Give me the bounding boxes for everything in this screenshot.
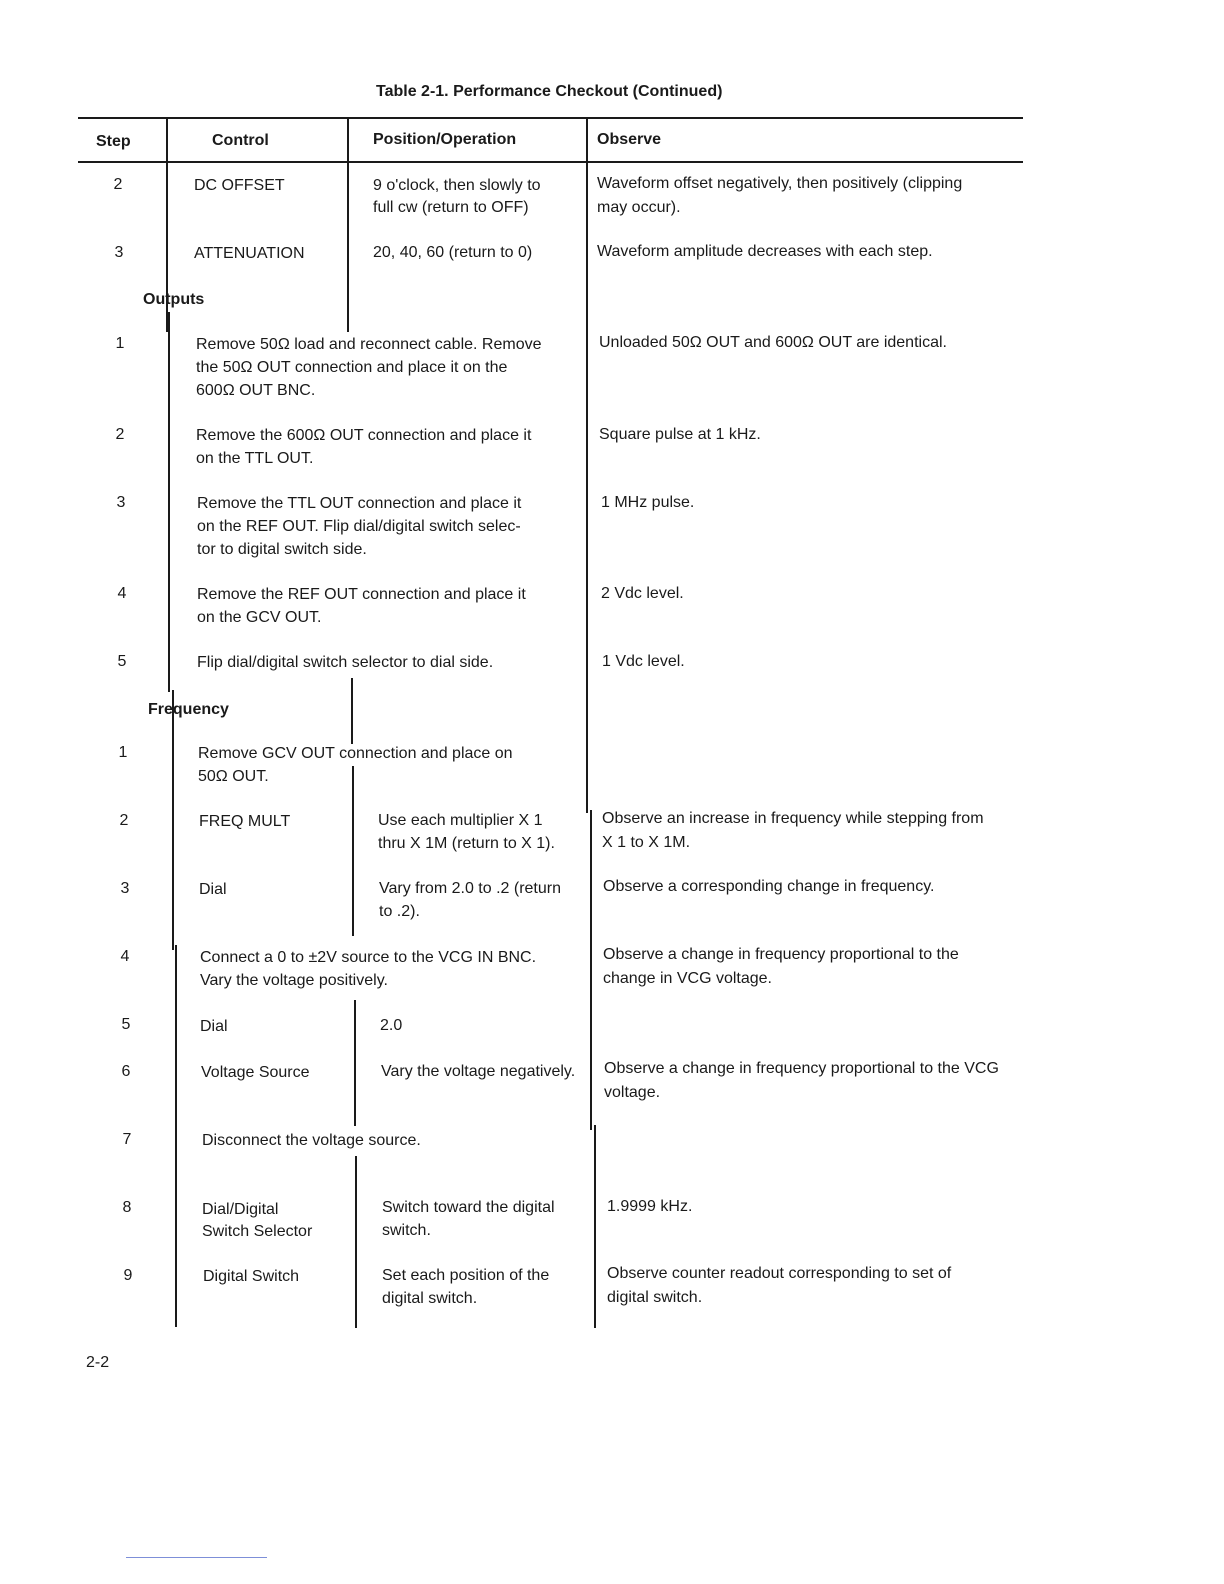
observe-line: Observe counter readout corresponding to set of xyxy=(607,1265,952,1282)
header-bottom-rule xyxy=(78,161,1023,163)
observe-line: Observe a change in frequency proportional to the xyxy=(603,946,959,963)
observe-line: 2 Vdc level. xyxy=(601,585,684,602)
control-divider-freq-4 xyxy=(355,1156,357,1328)
observe-line: digital switch. xyxy=(607,1289,703,1306)
operation-line: Remove GCV OUT connection and place on xyxy=(198,745,513,762)
header-observe: Observe xyxy=(597,131,662,148)
step-number: 2 xyxy=(113,176,123,193)
observe-divider-b xyxy=(590,810,592,1130)
observe-line: Square pulse at 1 kHz. xyxy=(599,426,761,443)
step-number: 4 xyxy=(117,585,127,602)
operation-line: 50Ω OUT. xyxy=(198,768,269,785)
step-number: 8 xyxy=(122,1199,132,1216)
table-title: Table 2-1. Performance Checkout (Continued) xyxy=(376,83,723,100)
position-line: 20, 40, 60 (return to 0) xyxy=(373,244,533,261)
step-number: 3 xyxy=(116,494,126,511)
observe-line: Observe an increase in frequency while stepping from xyxy=(602,810,984,827)
control-divider-freq-1 xyxy=(351,678,353,744)
observe-line: 1 MHz pulse. xyxy=(601,494,695,511)
control-divider-freq-3 xyxy=(354,1000,356,1126)
control-cell: Dial xyxy=(200,1018,228,1035)
step-number: 1 xyxy=(118,744,128,761)
scan-artifact xyxy=(126,1557,267,1558)
step-number: 7 xyxy=(122,1131,132,1148)
operation-line: Remove 50Ω load and reconnect cable. Remove xyxy=(196,336,542,353)
step-number: 9 xyxy=(123,1267,133,1284)
operation-line: Disconnect the voltage source. xyxy=(202,1132,421,1149)
step-number: 5 xyxy=(117,653,127,670)
step-number: 1 xyxy=(115,335,125,352)
observe-line: Observe a corresponding change in frequency. xyxy=(603,878,935,895)
position-line: full cw (return to OFF) xyxy=(373,199,529,216)
operation-line: on the TTL OUT. xyxy=(196,450,314,467)
step-number: 4 xyxy=(120,948,130,965)
position-line: 2.0 xyxy=(380,1017,403,1034)
header-step: Step xyxy=(96,133,131,150)
observe-line: Waveform amplitude decreases with each step. xyxy=(597,243,933,260)
observe-line: voltage. xyxy=(604,1084,661,1101)
operation-line: Remove the 600Ω OUT connection and place it xyxy=(196,427,532,444)
control-cell: Dial xyxy=(199,881,227,898)
step-divider-outputs xyxy=(168,312,170,692)
operation-line: Remove the TTL OUT connection and place it xyxy=(197,495,522,512)
step-number: 6 xyxy=(121,1063,131,1080)
operation-line: tor to digital switch side. xyxy=(197,541,367,558)
section-label-outputs: Outputs xyxy=(143,291,205,308)
position-line: thru X 1M (return to X 1). xyxy=(378,835,555,852)
step-number: 3 xyxy=(120,880,130,897)
operation-line: on the REF OUT. Flip dial/digital switch selec- xyxy=(197,518,521,535)
step-number: 5 xyxy=(121,1016,131,1033)
header-control: Control xyxy=(212,132,269,149)
position-line: to .2). xyxy=(379,903,420,920)
table-top-rule xyxy=(78,117,1023,119)
observe-line: Unloaded 50Ω OUT and 600Ω OUT are identical. xyxy=(599,334,947,351)
observe-divider-a xyxy=(586,118,588,813)
observe-line: may occur). xyxy=(597,199,681,216)
step-divider-header xyxy=(166,118,168,162)
operation-line: Flip dial/digital switch selector to dial side. xyxy=(197,654,494,671)
observe-line: 1.9999 kHz. xyxy=(607,1198,693,1215)
position-line: digital switch. xyxy=(382,1290,478,1307)
operation-line: Connect a 0 to ±2V source to the VCG IN BNC. xyxy=(200,949,537,966)
step-divider-frequency-a xyxy=(172,690,174,950)
control-cell: Digital Switch xyxy=(203,1268,300,1285)
page-number: 2-2 xyxy=(86,1354,110,1371)
step-number: 2 xyxy=(115,426,125,443)
observe-line: change in VCG voltage. xyxy=(603,970,772,987)
position-line: Set each position of the xyxy=(382,1267,550,1284)
control-cell: DC OFFSET xyxy=(194,177,285,194)
operation-line: 600Ω OUT BNC. xyxy=(196,382,316,399)
observe-line: 1 Vdc level. xyxy=(602,653,685,670)
control-cell: Voltage Source xyxy=(201,1064,310,1081)
section-label-frequency: Frequency xyxy=(148,701,229,718)
position-line: Vary the voltage negatively. xyxy=(381,1063,576,1080)
control-divider-top xyxy=(347,118,349,332)
observe-line: Waveform offset negatively, then positively (clipping xyxy=(597,175,963,192)
header-position: Position/Operation xyxy=(373,131,517,148)
control-divider-freq-2 xyxy=(352,766,354,936)
control-line: Switch Selector xyxy=(202,1223,313,1240)
position-line: Use each multiplier X 1 xyxy=(378,812,543,829)
step-number: 2 xyxy=(119,812,129,829)
observe-divider-c xyxy=(594,1125,596,1328)
control-cell: ATTENUATION xyxy=(194,245,305,262)
operation-line: Vary the voltage positively. xyxy=(200,972,388,989)
step-number: 3 xyxy=(114,244,124,261)
operation-line: Remove the REF OUT connection and place it xyxy=(197,586,526,603)
operation-line: the 50Ω OUT connection and place it on the xyxy=(196,359,508,376)
observe-line: Observe a change in frequency proportional to the VCG xyxy=(604,1060,999,1077)
position-line: 9 o'clock, then slowly to xyxy=(373,177,541,194)
step-divider-frequency-b xyxy=(175,945,177,1327)
position-line: switch. xyxy=(382,1222,431,1239)
control-cell: FREQ MULT xyxy=(199,813,291,830)
observe-line: X 1 to X 1M. xyxy=(602,834,691,851)
position-line: Switch toward the digital xyxy=(382,1199,555,1216)
operation-line: on the GCV OUT. xyxy=(197,609,322,626)
control-line: Dial/Digital xyxy=(202,1201,279,1218)
position-line: Vary from 2.0 to .2 (return xyxy=(379,880,561,897)
